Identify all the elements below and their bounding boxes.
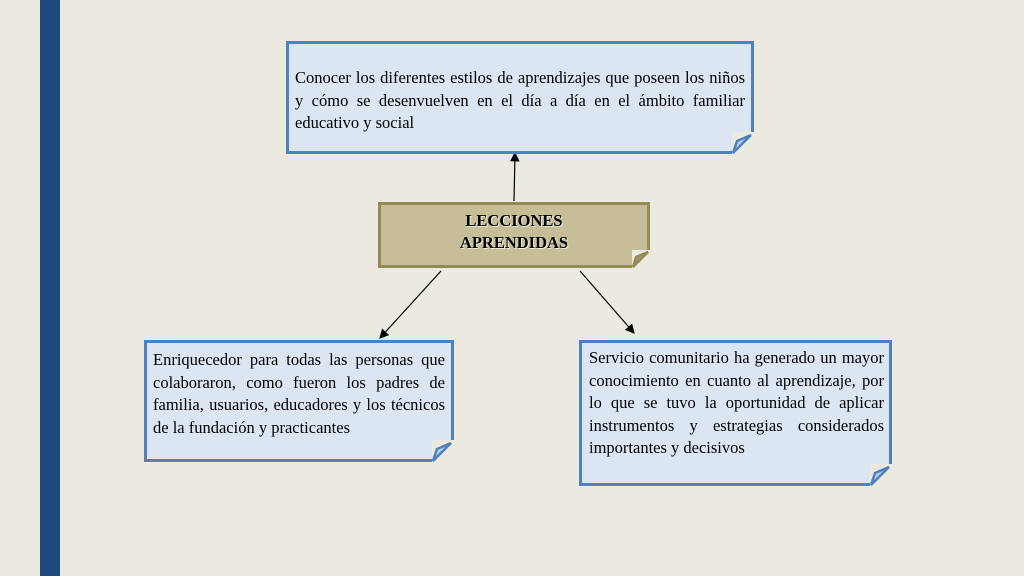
folded-corner-icon [870, 464, 892, 486]
top-note [286, 41, 754, 154]
folded-corner-icon [432, 440, 454, 462]
arrow-to-left-note [380, 271, 441, 338]
arrow-to-right-note [580, 271, 634, 333]
left-note-text: Enriquecedor para todas las personas que colaboraron, como fueron los padres de familia, usuarios, educadores y los técnicos de la fundación y practicantes [153, 350, 445, 437]
center-title-line2: APRENDIDAS [459, 233, 569, 252]
folded-corner-icon [732, 132, 754, 154]
right-note [579, 340, 892, 486]
center-topic-box [378, 202, 650, 268]
left-note [144, 340, 454, 462]
right-note-text: Servicio comunitario ha generado un mayor conocimiento en cuanto al aprendizaje, por lo que se tuvo la oportunidad de aplicar instrumentos y estrategias considerados importantes y decisivos [589, 348, 884, 457]
top-note-text: Conocer los diferentes estilos de aprendizajes que poseen los niños y cómo se desenvuelven en el día a día en el ámbito familiar educativo y social [295, 68, 745, 132]
center-title-line1: LECCIONES [465, 211, 563, 230]
arrow-to-top-note [514, 153, 515, 201]
